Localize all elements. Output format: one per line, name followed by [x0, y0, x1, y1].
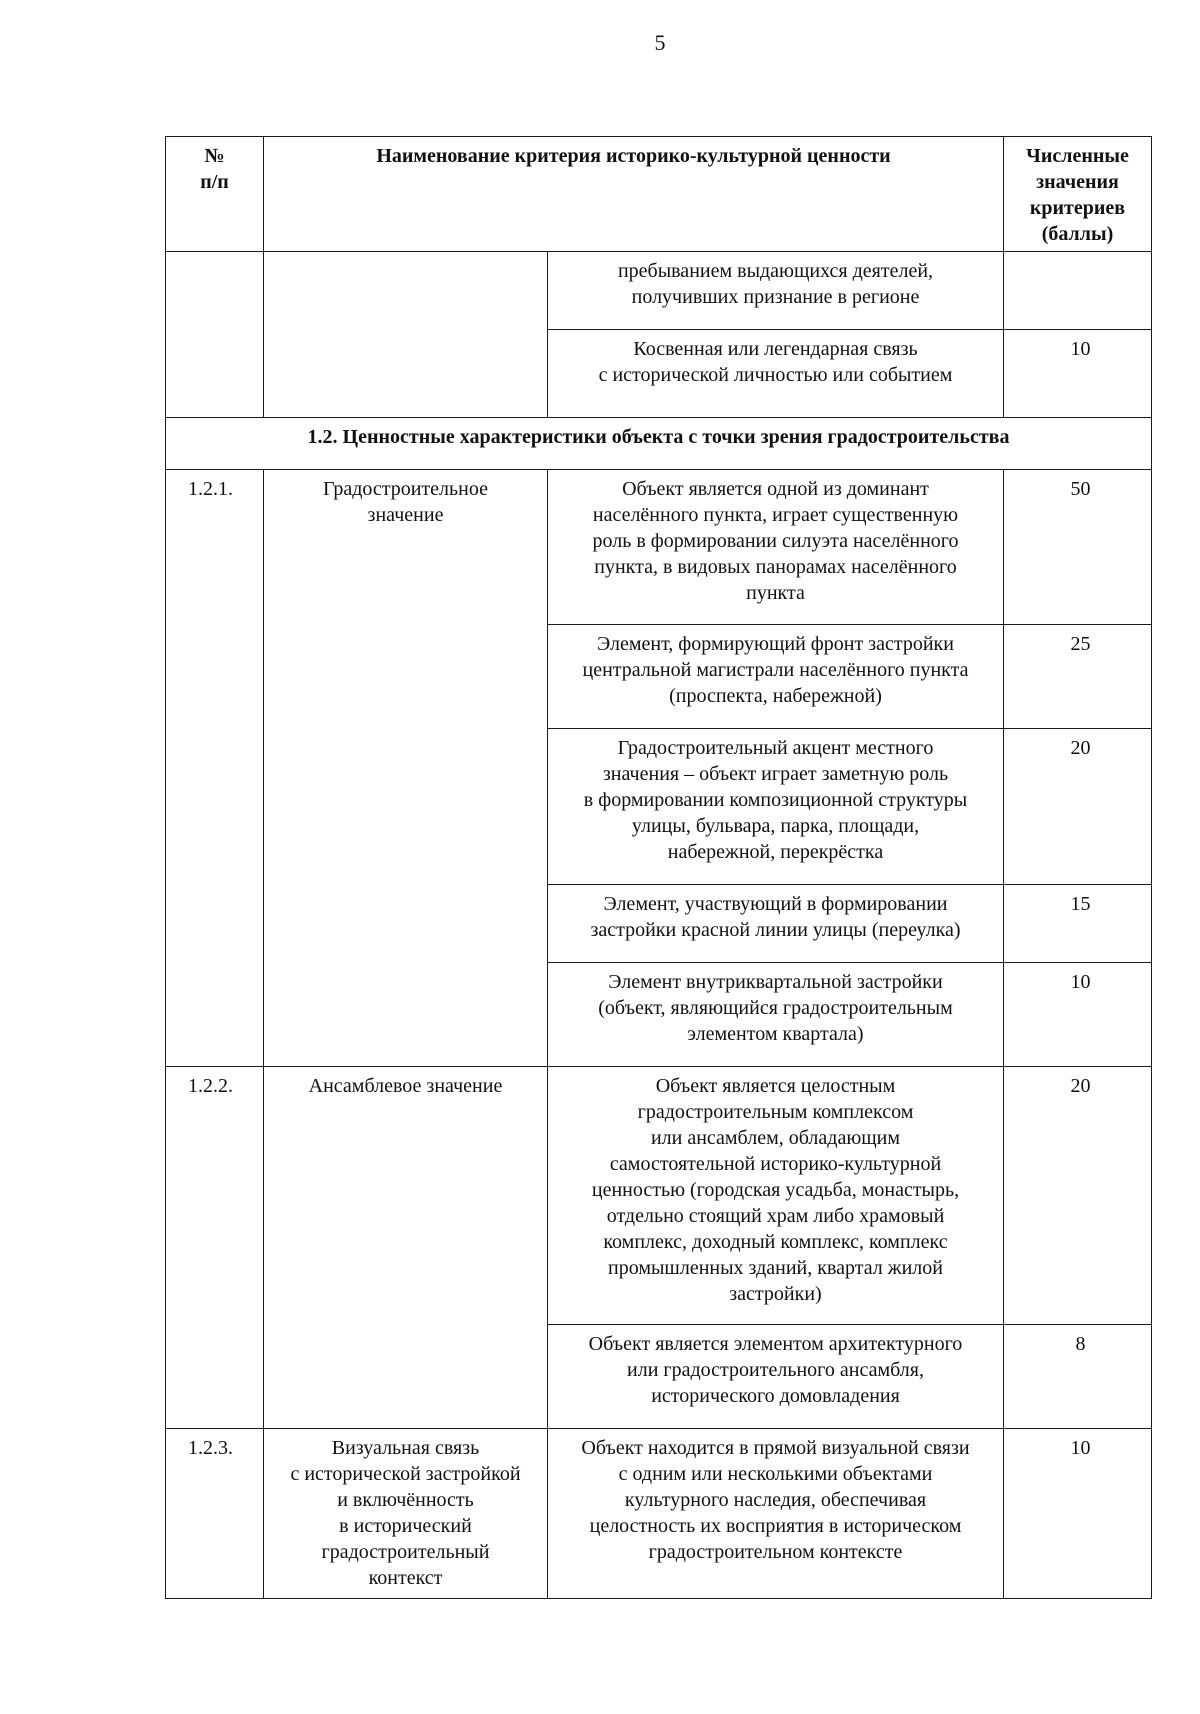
- text-line: Элемент, формирующий фронт застройки: [597, 633, 954, 655]
- section-title: 1.2. Ценностные характеристики объекта с точки зрения градостроительства: [166, 418, 1152, 470]
- text-line: в исторический: [339, 1515, 472, 1537]
- description-cell: [548, 330, 1004, 418]
- criterion-name-cell: [264, 1067, 548, 1429]
- text-line: значение: [367, 504, 444, 526]
- header-number: [166, 137, 264, 252]
- description-cell: [548, 625, 1004, 729]
- text-line: Визуальная связь: [331, 1437, 480, 1459]
- text-line: (проспекта, набережной): [669, 685, 882, 707]
- text-line: пребыванием выдающихся деятелей,: [617, 260, 934, 282]
- text-line: комплекс, доходный комплекс, комплекс: [603, 1231, 948, 1253]
- text-line: застройки красной линии улицы (переулка): [590, 919, 961, 941]
- text-line: Градостроительный акцент местного: [617, 737, 934, 759]
- text-line: (объект, являющийся градостроительным: [598, 997, 953, 1019]
- table-row: [166, 1429, 1152, 1599]
- text-line: Объект является элементом архитектурного: [588, 1333, 963, 1355]
- table-row: [166, 1067, 1152, 1325]
- score-cell: 50: [1004, 470, 1152, 625]
- text-line: пункта, в видовых панорамах населённого: [594, 556, 957, 578]
- text-line: Элемент внутриквартальной застройки: [608, 971, 943, 993]
- criterion-name-cell: [264, 470, 548, 1067]
- text-line: Элемент, участвующий в формировании: [603, 893, 948, 915]
- score-cell: 8: [1004, 1325, 1152, 1429]
- text-line: градостроительным комплексом: [637, 1101, 914, 1123]
- header-text-line: критериев: [1029, 197, 1126, 219]
- text-line: или градостроительного ансамбля,: [627, 1359, 924, 1381]
- text-line: промышленных зданий, квартал жилой: [608, 1257, 943, 1279]
- description-cell: [548, 470, 1004, 625]
- description-cell: [548, 729, 1004, 885]
- text-line: Ансамблевое значение: [308, 1075, 503, 1097]
- score-cell: 25: [1004, 625, 1152, 729]
- text-line: ценностью (городская усадьба, монастырь,: [591, 1179, 960, 1201]
- text-line: центральной магистрали населённого пункта: [582, 659, 969, 681]
- text-line: в формировании композиционной структуры: [583, 789, 968, 811]
- header-text-line: №: [204, 145, 225, 167]
- text-line: застройки): [729, 1283, 822, 1305]
- score-cell: 10: [1004, 963, 1152, 1067]
- description-cell: [548, 252, 1004, 330]
- text-line: целостность их восприятия в историческом: [589, 1515, 962, 1537]
- header-name: Наименование критерия историко-культурной ценности: [264, 137, 1004, 252]
- section-row: [166, 418, 1152, 470]
- description-cell: [548, 1429, 1004, 1599]
- header-text-line: значения: [1036, 171, 1119, 193]
- text-line: Косвенная или легендарная связь: [633, 338, 918, 360]
- text-line: Объект является одной из доминант: [622, 478, 929, 500]
- text-line: элементом квартала): [687, 1023, 864, 1045]
- text-line: населённого пункта, играет существенную: [592, 504, 959, 526]
- criterion-name-cell: [264, 1429, 548, 1599]
- score-cell: [1004, 252, 1152, 330]
- text-line: отдельно стоящий храм либо храмовый: [606, 1205, 945, 1227]
- score-cell: 20: [1004, 729, 1152, 885]
- table-row: [166, 252, 1152, 330]
- text-line: пункта: [746, 582, 805, 604]
- text-line: или ансамблем, обладающим: [650, 1127, 901, 1149]
- description-cell: [548, 885, 1004, 963]
- text-line: улицы, бульвара, парка, площади,: [631, 815, 920, 837]
- header-text-line: Численные: [1026, 145, 1129, 167]
- number-cell: 1.2.2.: [166, 1067, 264, 1429]
- score-cell: 10: [1004, 1429, 1152, 1599]
- text-line: с исторической личностью или событием: [598, 364, 953, 386]
- text-line: культурного наследия, обеспечивая: [624, 1489, 927, 1511]
- text-line: контекст: [368, 1567, 443, 1589]
- number-cell: [166, 252, 264, 418]
- header-score: [1004, 137, 1152, 252]
- score-cell: 15: [1004, 885, 1152, 963]
- header-text-line: п/п: [200, 171, 229, 193]
- text-line: роль в формировании силуэта населённого: [592, 530, 959, 552]
- text-line: Градостроительное: [323, 478, 488, 500]
- text-line: с исторической застройкой: [290, 1463, 521, 1485]
- score-cell: 20: [1004, 1067, 1152, 1325]
- text-line: самостоятельной историко-культурной: [609, 1153, 942, 1175]
- number-cell: 1.2.3.: [166, 1429, 264, 1599]
- page-number: 5: [654, 30, 666, 55]
- description-cell: [548, 1325, 1004, 1429]
- text-line: Объект является целостным: [655, 1075, 896, 1097]
- text-line: набережной, перекрёстка: [667, 841, 884, 863]
- text-line: градостроительный: [321, 1541, 490, 1563]
- text-line: исторического домовладения: [651, 1385, 900, 1407]
- description-cell: [548, 1067, 1004, 1325]
- table-header-row: [166, 137, 1152, 252]
- text-line: получивших признание в регионе: [631, 286, 920, 308]
- table-row: [166, 470, 1152, 625]
- text-line: градостроительном контексте: [648, 1541, 903, 1563]
- score-cell: 10: [1004, 330, 1152, 418]
- text-line: Объект находится в прямой визуальной связи: [581, 1437, 970, 1459]
- criteria-table: [165, 136, 1152, 1599]
- text-line: с одним или несколькими объектами: [618, 1463, 933, 1485]
- number-cell: 1.2.1.: [166, 470, 264, 1067]
- text-line: и включённость: [337, 1489, 474, 1511]
- text-line: значения – объект играет заметную роль: [602, 763, 949, 785]
- criterion-name-cell: [264, 252, 548, 418]
- header-text-line: (баллы): [1041, 223, 1114, 245]
- description-cell: [548, 963, 1004, 1067]
